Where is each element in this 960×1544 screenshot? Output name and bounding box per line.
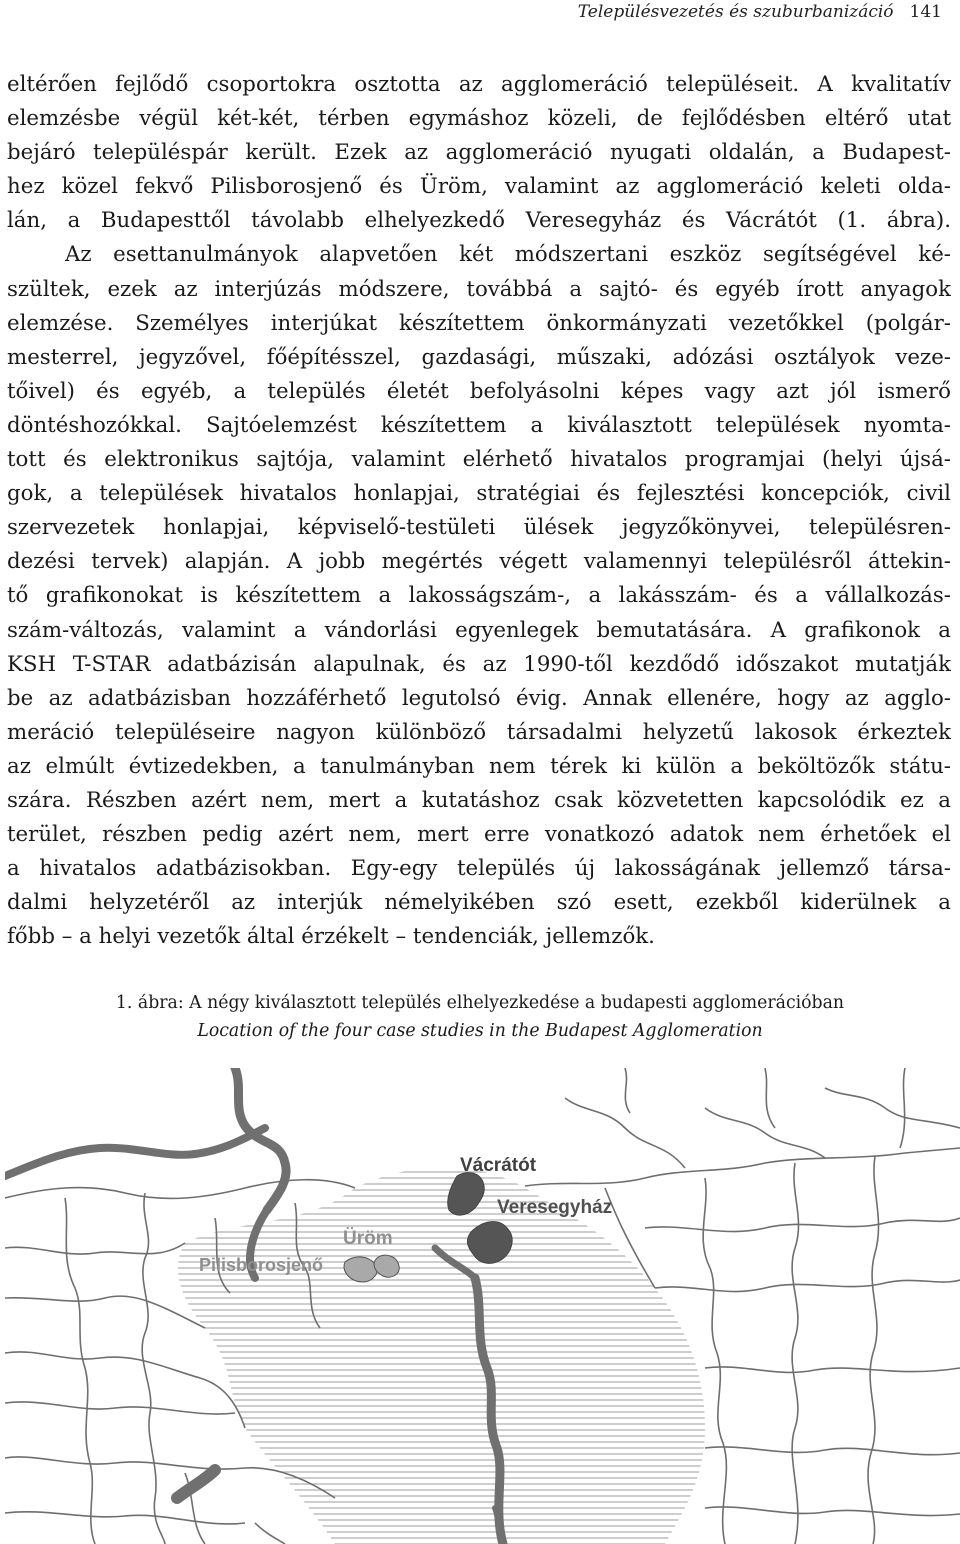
text-line: elemzésbe végül két-két, térben egymáshoz közeli, de fejlődésben eltérő utat — [7, 106, 951, 132]
label-vacratot: Vácrátót — [460, 1155, 537, 1176]
label-urom: Üröm — [343, 1228, 393, 1249]
text-line: Az esettanulmányok alapvetően két módszertani eszköz segítségével ké- — [65, 242, 951, 268]
text-line: bejáró településpár került. Ezek az agglomeráció nyugati oldalán, a Budapest- — [7, 140, 951, 166]
text-line: tott és elektronikus sajtója, valamint elérhető hivatalos programjai (helyi újsá- — [7, 447, 951, 473]
agglomeration-map — [5, 1068, 960, 1544]
caption-english: Location of the four case studies in the Budapest Agglomeration — [197, 1021, 763, 1041]
label-pilisborosjeno: Pilisborosjenő — [199, 1255, 324, 1275]
figure-caption — [0, 989, 960, 1045]
label-veresegyhaz: Veresegyház — [497, 1197, 613, 1218]
text-line: tő grafikonokat is készítettem a lakosságszám-, a lakásszám- és a vállalkozás- — [7, 583, 951, 609]
text-line: be az adatbázisban hozzáférhető legutolsó évig. Annak ellenére, hogy az agglo- — [7, 685, 951, 711]
text-line: a hivatalos adatbázisokban. Egy-egy település új lakosságának jellemző társa- — [7, 856, 951, 882]
text-line: gok, a települések hivatalos honlapjai, stratégiai és fejlesztési koncepciók, civil — [7, 481, 951, 507]
text-line: eltérően fejlődő csoportokra osztotta az agglomeráció településeit. A kvalitatív — [7, 72, 951, 97]
text-line: szám-változás, valamint a vándorlási egyenlegek bemutatására. A grafikonok a — [7, 617, 951, 643]
text-line: az elmúlt évtizedekben, a tanulmányban nem térek ki külön a beköltözők státu- — [7, 753, 951, 779]
text-line: döntéshozókkal. Sajtóelemzést készítettem a kiválasztott települések nyomta- — [7, 412, 951, 438]
text-line: hez közel fekvő Pilisborosjenő és Üröm, valamint az agglomeráció keleti olda- — [7, 174, 951, 200]
running-head — [578, 2, 942, 22]
text-line: szára. Részben azért nem, mert a kutatáshoz csak közvetetten kapcsolódik ez a — [7, 787, 951, 813]
text-line: meráció településeire nagyon különböző társadalmi helyzetű lakosok érkeztek — [7, 719, 951, 745]
body-text — [7, 68, 951, 954]
caption-hungarian: 1. ábra: A négy kiválasztott település elhelyezkedése a budapesti agglomerációban — [115, 993, 845, 1013]
text-line: tőivel) és egyéb, a település életét befolyásolni képes vagy azt jól ismerő — [7, 378, 951, 404]
text-line: dezési tervek) alapján. A jobb megértés végett valamennyi településről áttekin- — [7, 549, 951, 575]
text-line: dalmi helyzetéről az interjúk némelyikében szó esett, ezekből kiderülnek a — [7, 890, 951, 916]
text-line: főbb – a helyi vezetők által érzékelt – tendenciák, jellemzők. — [7, 924, 655, 950]
text-line: szervezetek honlapjai, képviselő-testületi ülések jegyzőkönyvei, településren- — [7, 515, 951, 541]
page-number: 141 — [909, 2, 942, 22]
text-line: szültek, ezek az interjúzás módszere, továbbá a sajtó- és egyéb írott anyagok — [7, 276, 951, 302]
text-line: lán, a Budapesttől távolabb elhelyezkedő Veresegyház és Vácrátót (1. ábra). — [7, 208, 951, 234]
text-line: mesterrel, jegyzővel, főépítésszel, gazdasági, műszaki, adózási osztályok veze- — [7, 344, 951, 370]
text-line: elemzése. Személyes interjúkat készítettem önkormányzati vezetőkkel (polgár- — [7, 310, 951, 336]
running-title: Településvezetés és szuburbanizáció — [577, 2, 894, 22]
text-line: KSH T-STAR adatbázisán alapulnak, és az 1990-től kezdődő időszakot mutatják — [7, 651, 951, 677]
text-line: terület, részben pedig azért nem, mert erre vonatkozó adatok nem érhetőek el — [7, 822, 951, 848]
